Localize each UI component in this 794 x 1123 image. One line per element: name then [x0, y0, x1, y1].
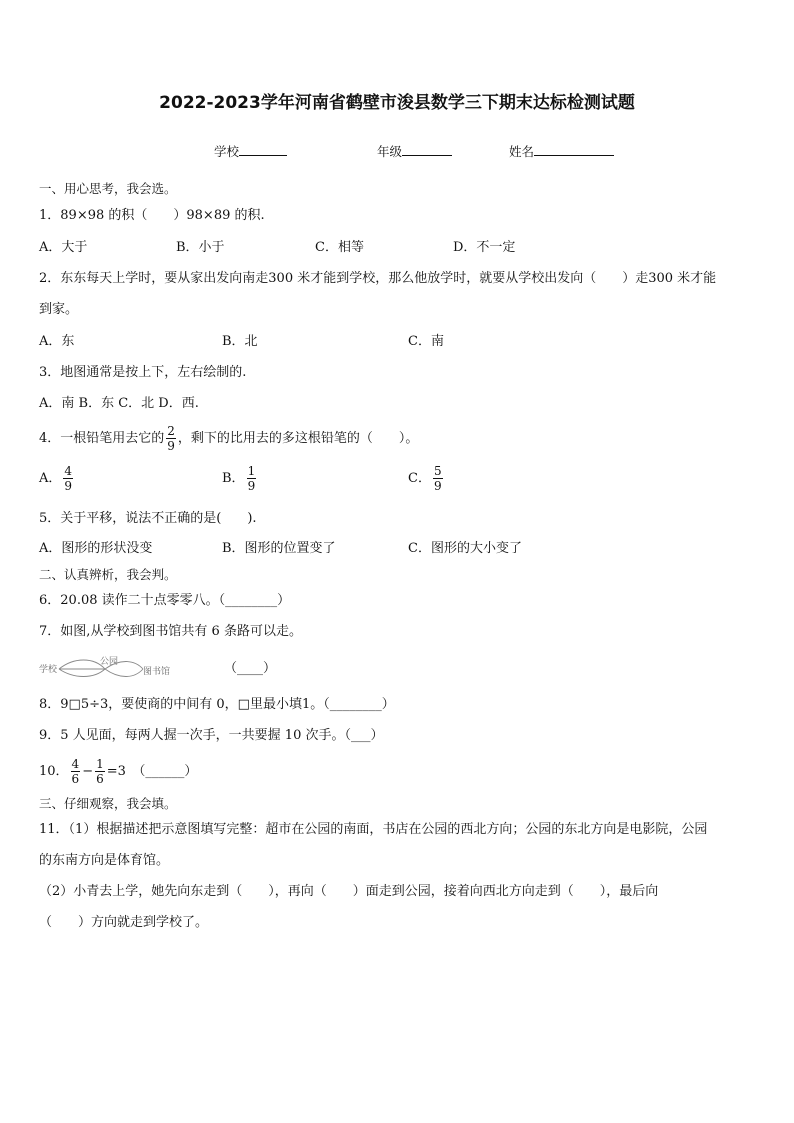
- q11-line1: 11．（1）根据描述把示意图填写完整：超市在公园的南面，书店在公园的西北方向；公园的东北方向是电影院，公园: [39, 822, 708, 837]
- q4-option-a-fraction: [63, 464, 73, 493]
- q9-stem: 9．5 人见面，每两人握一次手，一共要握 10 次手。（___）: [39, 728, 384, 743]
- q10-fraction-1: [71, 757, 81, 786]
- q3-stem: 3．地图通常是按上下，左右绘制的.: [39, 365, 247, 380]
- route-diagram: [39, 655, 189, 685]
- diagram-school-label: 学校: [39, 665, 58, 675]
- route-path-1: [59, 660, 105, 669]
- q3-options[interactable]: A．南 B．东 C．北 D．西.: [39, 396, 199, 411]
- q4-fraction-denominator: 9: [167, 439, 175, 453]
- route-path-2: [59, 669, 105, 677]
- q11-line2: 的东南方向是体育馆。: [39, 853, 170, 868]
- q6-stem: 6．20.08 读作二十点零零八。（________）: [39, 593, 291, 608]
- q4-option-b-label: B．: [222, 471, 245, 486]
- q4-fraction-numerator: 2: [167, 424, 175, 438]
- q7-blank[interactable]: （____）: [224, 661, 277, 676]
- diagram-library-label: 图书馆: [143, 667, 171, 677]
- q4-option-c[interactable]: [408, 464, 445, 494]
- q4-option-a-label: A．: [39, 471, 62, 486]
- grade-blank[interactable]: [402, 143, 452, 156]
- q1-option-b[interactable]: B．小于: [176, 240, 225, 255]
- route-path-5: [105, 669, 143, 677]
- name-blank[interactable]: [534, 143, 614, 156]
- q10-fraction-2: [95, 757, 105, 786]
- q4-b-numerator: 1: [247, 464, 256, 478]
- q4-option-c-label: C．: [408, 471, 431, 486]
- q1-stem: 1．89×98 的积（ ）98×89 的积.: [39, 208, 265, 223]
- q5-stem: 5．关于平移，说法不正确的是( ).: [39, 511, 257, 526]
- q7-stem: 7．如图,从学校到图书馆共有 6 条路可以走。: [39, 624, 302, 639]
- q4-stem: [39, 424, 418, 454]
- q1-option-d[interactable]: D．不一定: [453, 240, 516, 255]
- q10-stem: [39, 757, 197, 787]
- q10-rest: =3 （______）: [106, 764, 198, 779]
- q4-b-denominator: 9: [247, 479, 256, 493]
- q2-option-b[interactable]: B．北: [222, 334, 258, 349]
- school-field: [214, 142, 287, 160]
- q5-option-a[interactable]: A．图形的形状没变: [39, 541, 153, 556]
- q10-numerator-2: 1: [96, 757, 104, 771]
- grade-label: 年级: [377, 144, 403, 159]
- name-label: 姓名: [509, 144, 535, 159]
- q2-option-a[interactable]: A．东: [39, 334, 75, 349]
- q4-option-b-fraction: [247, 464, 257, 493]
- diagram-park-label: 公园: [100, 657, 119, 667]
- q11-line3: （2）小青去上学，她先向东走到（ ），再向（ ）面走到公园，接着向西北方向走到（ ），最后向: [39, 884, 659, 899]
- q4-c-numerator: 5: [433, 464, 442, 478]
- q4-a-numerator: 4: [64, 464, 73, 478]
- q4-a-denominator: 9: [64, 479, 73, 493]
- school-label: 学校: [214, 144, 240, 159]
- q2-option-c[interactable]: C．南: [408, 334, 444, 349]
- section-1-heading: 一、用心思考，我会选。: [39, 181, 177, 196]
- grade-field: [377, 142, 452, 160]
- q10-numerator-1: 4: [71, 757, 80, 771]
- q2-stem-line1: 2．东东每天上学时，要从家出发向南走300 米才能到学校，那么他放学时，就要从学校出发向（ ）走300 米才能: [39, 271, 717, 286]
- q4-stem-before: 4．一根铅笔用去它的: [39, 431, 165, 446]
- q4-fraction: [166, 424, 176, 453]
- section-3-heading: 三、仔细观察，我会填。: [39, 796, 177, 811]
- q2-stem-line2: 到家。: [39, 302, 79, 317]
- page-title: 2022-2023学年河南省鹤壁市浚县数学三下期末达标检测试题: [159, 93, 635, 113]
- q4-option-c-fraction: [433, 464, 443, 493]
- section-2-heading: 二、认真辨析，我会判。: [39, 567, 177, 582]
- q4-option-b[interactable]: [222, 464, 258, 494]
- q5-option-b[interactable]: B．图形的位置变了: [222, 541, 336, 556]
- q10-denominator-2: 6: [96, 772, 104, 786]
- q5-option-c[interactable]: C．图形的大小变了: [408, 541, 522, 556]
- q1-option-a[interactable]: A．大于: [39, 240, 88, 255]
- q10-label: 10．: [39, 764, 69, 779]
- q1-option-c[interactable]: C．相等: [315, 240, 364, 255]
- q4-option-a[interactable]: [39, 464, 75, 494]
- q8-stem: 8．9□5÷3，要使商的中间有 0，□里最小填1。（________）: [39, 697, 395, 712]
- q4-c-denominator: 9: [433, 479, 442, 493]
- q11-line4: （ ）方向就走到学校了。: [39, 915, 209, 930]
- q4-stem-after: ，剩下的比用去的多这根铅笔的（ ）。: [177, 431, 419, 446]
- q10-minus: −: [82, 764, 94, 779]
- q10-denominator-1: 6: [71, 772, 80, 786]
- school-blank[interactable]: [239, 143, 287, 156]
- name-field: [509, 142, 614, 160]
- route-diagram-svg: [39, 655, 189, 681]
